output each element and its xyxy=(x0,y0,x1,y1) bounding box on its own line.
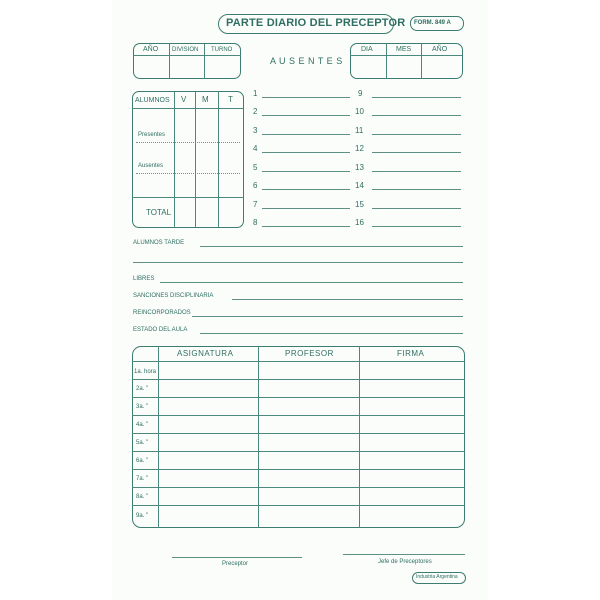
table-divider xyxy=(359,346,360,528)
note-line xyxy=(200,246,463,247)
absent-line xyxy=(262,226,350,227)
label-year: AÑO xyxy=(143,46,159,53)
row-divider xyxy=(132,379,465,380)
row-absent: Ausentes xyxy=(138,163,164,169)
hour-label: 3a. " xyxy=(136,404,149,410)
note-line xyxy=(232,299,463,300)
table-divider xyxy=(218,91,219,228)
absent-line xyxy=(372,152,461,153)
row-divider xyxy=(132,397,465,398)
footer-badge: Industria Argentina xyxy=(416,574,458,580)
label-month: MES xyxy=(396,46,412,53)
hour-label: 7a. " xyxy=(136,476,149,482)
absent-line xyxy=(372,97,461,98)
absent-line xyxy=(262,152,350,153)
row-total: TOTAL xyxy=(146,208,172,217)
column-m: M xyxy=(202,95,209,104)
table-divider xyxy=(132,197,244,198)
note-line xyxy=(160,282,463,283)
box-divider xyxy=(350,55,463,56)
label-division: DIVISION xyxy=(172,47,199,53)
absent-line xyxy=(262,115,350,116)
table-divider xyxy=(195,91,196,228)
absent-line xyxy=(262,134,350,135)
label-sanctions: SANCIONES DISCIPLINARIA xyxy=(133,293,214,299)
absent-number: 15 xyxy=(355,200,364,209)
absent-number: 16 xyxy=(355,218,364,227)
absent-number: 12 xyxy=(355,144,364,153)
row-divider xyxy=(132,415,465,416)
absent-number: 11 xyxy=(355,126,364,135)
box-divider xyxy=(386,43,387,79)
dotted-row xyxy=(136,142,240,143)
absent-line xyxy=(372,115,461,116)
signature-label-preceptor: Preceptor xyxy=(222,561,249,567)
label-free: LIBRES xyxy=(133,276,155,282)
note-line xyxy=(200,333,463,334)
hour-label: 8a. " xyxy=(136,494,149,500)
label-classroom-state: ESTADO DEL AULA xyxy=(133,327,188,333)
label-date-year: AÑO xyxy=(432,46,448,53)
hour-label: 2a. " xyxy=(136,386,149,392)
absent-line xyxy=(262,208,350,209)
label-late-students: ALUMNOS TARDE xyxy=(133,240,185,246)
label-day: DIA xyxy=(361,46,373,53)
row-divider xyxy=(132,487,465,488)
absent-number: 1 xyxy=(253,89,258,98)
absent-number: 3 xyxy=(253,126,258,135)
absent-number: 13 xyxy=(355,163,364,172)
absent-number: 8 xyxy=(253,218,258,227)
hour-label: 1a. hora xyxy=(134,369,157,375)
header-subject: ASIGNATURA xyxy=(177,349,234,358)
note-line xyxy=(192,316,463,317)
row-divider xyxy=(132,451,465,452)
table-divider xyxy=(132,108,244,109)
form-code: FORM. 849 A xyxy=(414,20,451,26)
absent-number: 14 xyxy=(355,181,364,190)
absent-line xyxy=(372,171,461,172)
box-divider xyxy=(133,55,241,56)
absent-number: 5 xyxy=(253,163,258,172)
header-teacher: PROFESOR xyxy=(285,349,334,358)
row-divider xyxy=(132,469,465,470)
absent-number: 4 xyxy=(253,144,258,153)
absent-line xyxy=(372,226,461,227)
row-divider xyxy=(132,433,465,434)
column-v: V xyxy=(181,95,187,104)
label-shift: TURNO xyxy=(211,47,233,53)
header-signature: FIRMA xyxy=(397,349,425,358)
hour-label: 4a. " xyxy=(136,422,149,428)
box-divider xyxy=(169,43,170,79)
students-header: ALUMNOS xyxy=(135,97,170,104)
absent-number: 2 xyxy=(253,107,258,116)
signature-line-head xyxy=(343,554,465,555)
absent-number: 7 xyxy=(253,200,258,209)
table-divider xyxy=(132,361,465,362)
hour-label: 5a. " xyxy=(136,440,149,446)
absent-line xyxy=(372,134,461,135)
table-divider xyxy=(158,346,159,528)
label-reincorporated: REINCORPORADOS xyxy=(133,310,191,316)
box-divider xyxy=(421,43,422,79)
absent-number: 10 xyxy=(355,107,364,116)
table-divider xyxy=(258,346,259,528)
absent-line xyxy=(372,189,461,190)
table-divider xyxy=(174,91,175,228)
subjects-table xyxy=(132,346,465,528)
hour-label: 9a. " xyxy=(136,513,149,519)
absent-line xyxy=(262,97,350,98)
hour-label: 6a. " xyxy=(136,458,149,464)
column-t: T xyxy=(228,95,233,104)
absent-number: 9 xyxy=(358,89,363,98)
signature-line-preceptor xyxy=(172,557,302,558)
row-divider xyxy=(132,505,465,506)
dotted-row xyxy=(136,173,240,174)
absentees-title: A U S E N T E S xyxy=(270,56,343,66)
row-present: Presentes xyxy=(138,132,166,138)
absent-line xyxy=(372,208,461,209)
absent-line xyxy=(262,171,350,172)
signature-label-head: Jefe de Preceptores xyxy=(378,559,432,565)
absent-number: 6 xyxy=(253,181,258,190)
form-title: PARTE DIARIO DEL PRECEPTOR xyxy=(226,17,406,29)
absent-line xyxy=(262,189,350,190)
note-line xyxy=(133,262,463,263)
box-divider xyxy=(204,43,205,79)
